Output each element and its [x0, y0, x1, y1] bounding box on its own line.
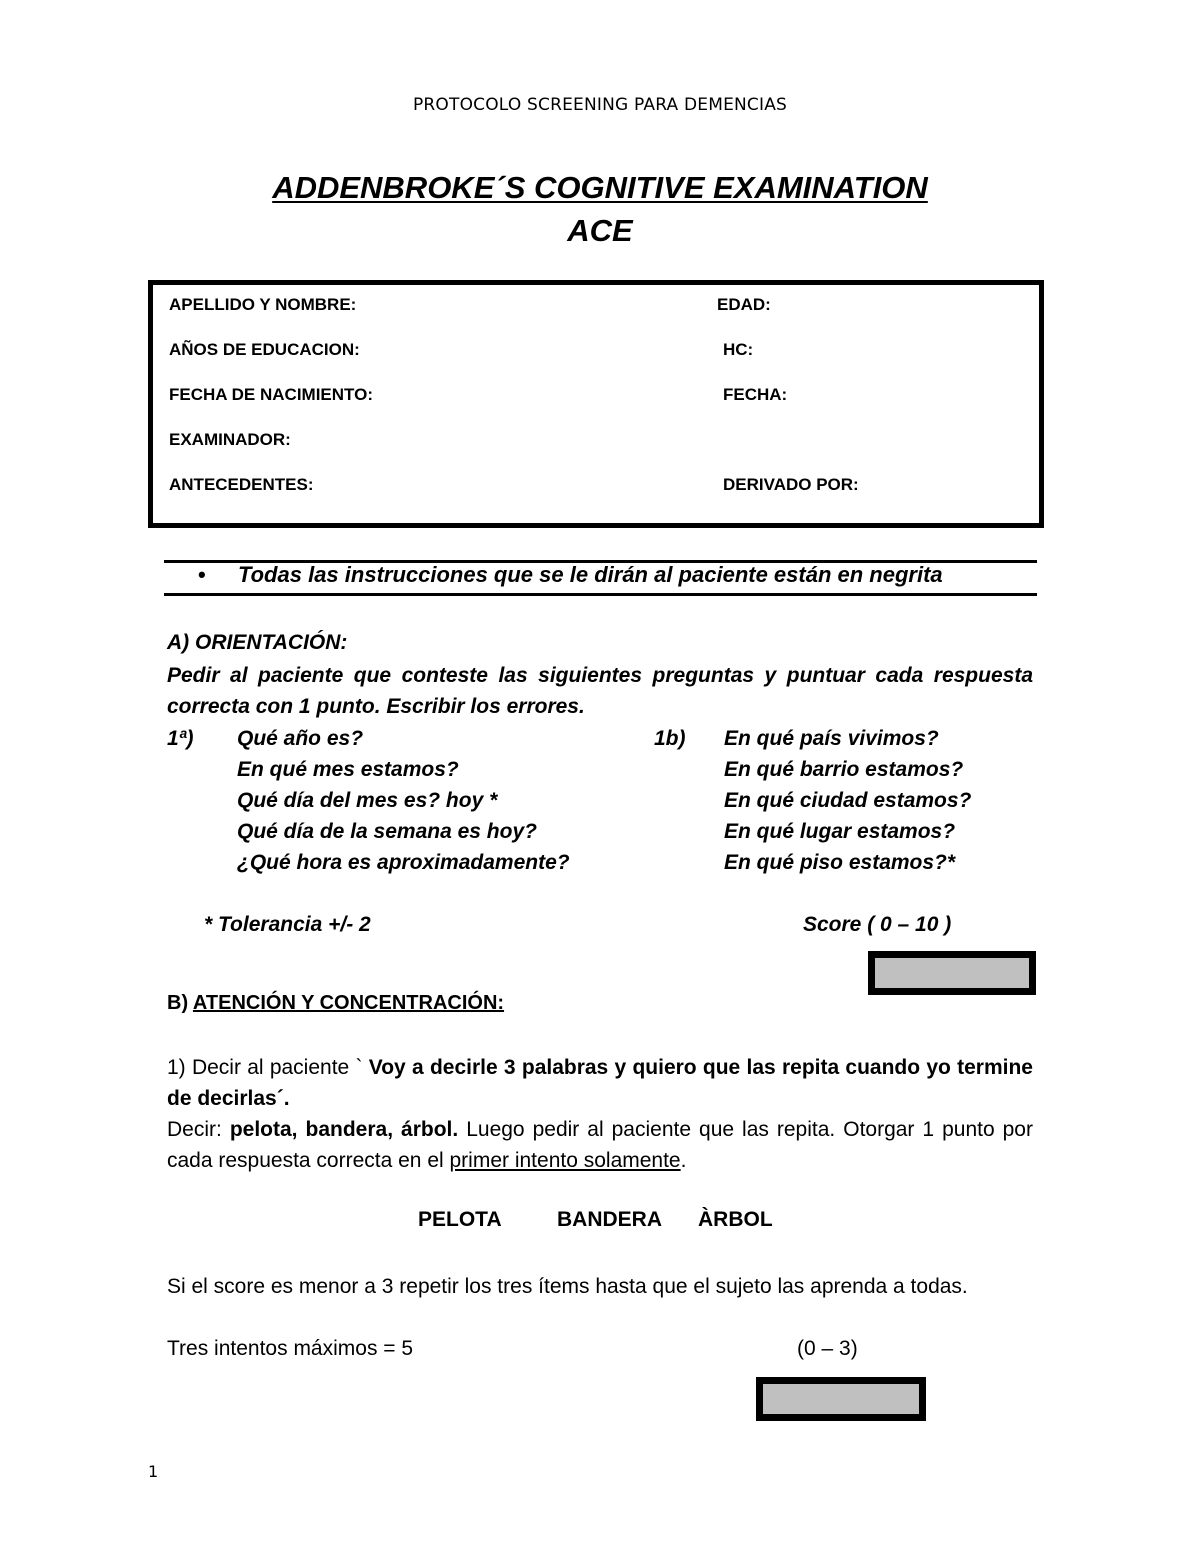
section-b-max-attempts: Tres intentos máximos = 5: [167, 1337, 414, 1360]
bullet-icon: •: [198, 562, 206, 587]
question-right: En qué ciudad estamos?: [724, 789, 972, 812]
p1-bold: Voy a decirle 3 palabras y quiero que las repita cuando yo termine de decirlas´.: [167, 1056, 1033, 1110]
instruction-note-text: Todas las instrucciones que se le dirán al paciente están en negrita: [238, 562, 943, 587]
label-anos-educacion: AÑOS DE EDUCACION:: [169, 340, 360, 359]
section-b-title: [167, 992, 504, 1015]
note-bottom-rule: [164, 593, 1037, 596]
label-fecha-nacimiento: FECHA DE NACIMIENTO:: [169, 385, 373, 404]
question-left: En qué mes estamos?: [237, 758, 459, 781]
p1-plain: 1) Decir al paciente `: [167, 1056, 369, 1079]
question-right: En qué lugar estamos?: [724, 820, 956, 843]
section-a-title: A) ORIENTACIÓN:: [167, 631, 348, 654]
running-header: PROTOCOLO SCREENING PARA DEMENCIAS: [412, 95, 788, 115]
label-fecha: FECHA:: [723, 385, 788, 404]
score-box-b[interactable]: [756, 1377, 926, 1421]
document-title: [0, 170, 1200, 206]
score-box-a[interactable]: [868, 951, 1036, 995]
question-right: En qué barrio estamos?: [724, 758, 964, 781]
question-left: Qué año es?: [237, 727, 364, 750]
word-item: ÀRBOL: [698, 1208, 773, 1231]
section-a-instructions: Pedir al paciente que conteste las siguientes preguntas y puntuar cada respuesta correcta con 1 punto. Escribir los errores.: [167, 664, 1033, 718]
label-edad: EDAD:: [717, 295, 771, 314]
question-left: Qué día del mes es? hoy *: [237, 789, 498, 812]
p2-bold: pelota, bandera, árbol.: [229, 1118, 459, 1141]
score-range-b: (0 – 3): [797, 1337, 858, 1360]
question-right: En qué piso estamos?*: [724, 851, 956, 874]
p2-b: Luego pedir al paciente que las repita. Otorgar 1 punto por cada respuesta correcta en el: [167, 1118, 1033, 1172]
document-subtitle: ACE: [567, 213, 633, 248]
section-b-prefix: B): [167, 992, 193, 1014]
question-label-1a: 1ª): [167, 727, 194, 750]
section-b-paragraph-1: [167, 1052, 1033, 1114]
p2-c: .: [680, 1149, 687, 1172]
score-label-a: Score ( 0 – 10 ): [803, 913, 952, 936]
label-hc: HC:: [723, 340, 754, 359]
page-number: 1: [148, 1462, 159, 1481]
p2-a: Decir:: [167, 1118, 230, 1141]
label-apellido: APELLIDO Y NOMBRE:: [169, 295, 357, 314]
instruction-note: [198, 562, 943, 588]
question-label-1b: 1b): [654, 727, 686, 750]
document-title-text: ADDENBROKE´S COGNITIVE EXAMINATION: [272, 170, 928, 205]
question-right: En qué país vivimos?: [724, 727, 939, 750]
word-item: PELOTA: [418, 1208, 502, 1231]
section-b-title-text: ATENCIÓN Y CONCENTRACIÓN:: [192, 992, 505, 1014]
tolerance-note: * Tolerancia +/- 2: [204, 913, 371, 936]
label-examinador: EXAMINADOR:: [169, 430, 291, 449]
p2-underlined: primer intento solamente: [449, 1149, 681, 1172]
question-left: Qué día de la semana es hoy?: [237, 820, 537, 843]
word-item: BANDERA: [557, 1208, 662, 1231]
section-b-paragraph-3: Si el score es menor a 3 repetir los tres ítems hasta que el sujeto las aprenda a todas.: [167, 1275, 968, 1298]
label-derivado: DERIVADO POR:: [723, 475, 859, 494]
question-left: ¿Qué hora es aproximadamente?: [237, 851, 570, 874]
section-b-paragraph-2: [167, 1114, 1033, 1176]
label-antecedentes: ANTECEDENTES:: [169, 475, 314, 494]
